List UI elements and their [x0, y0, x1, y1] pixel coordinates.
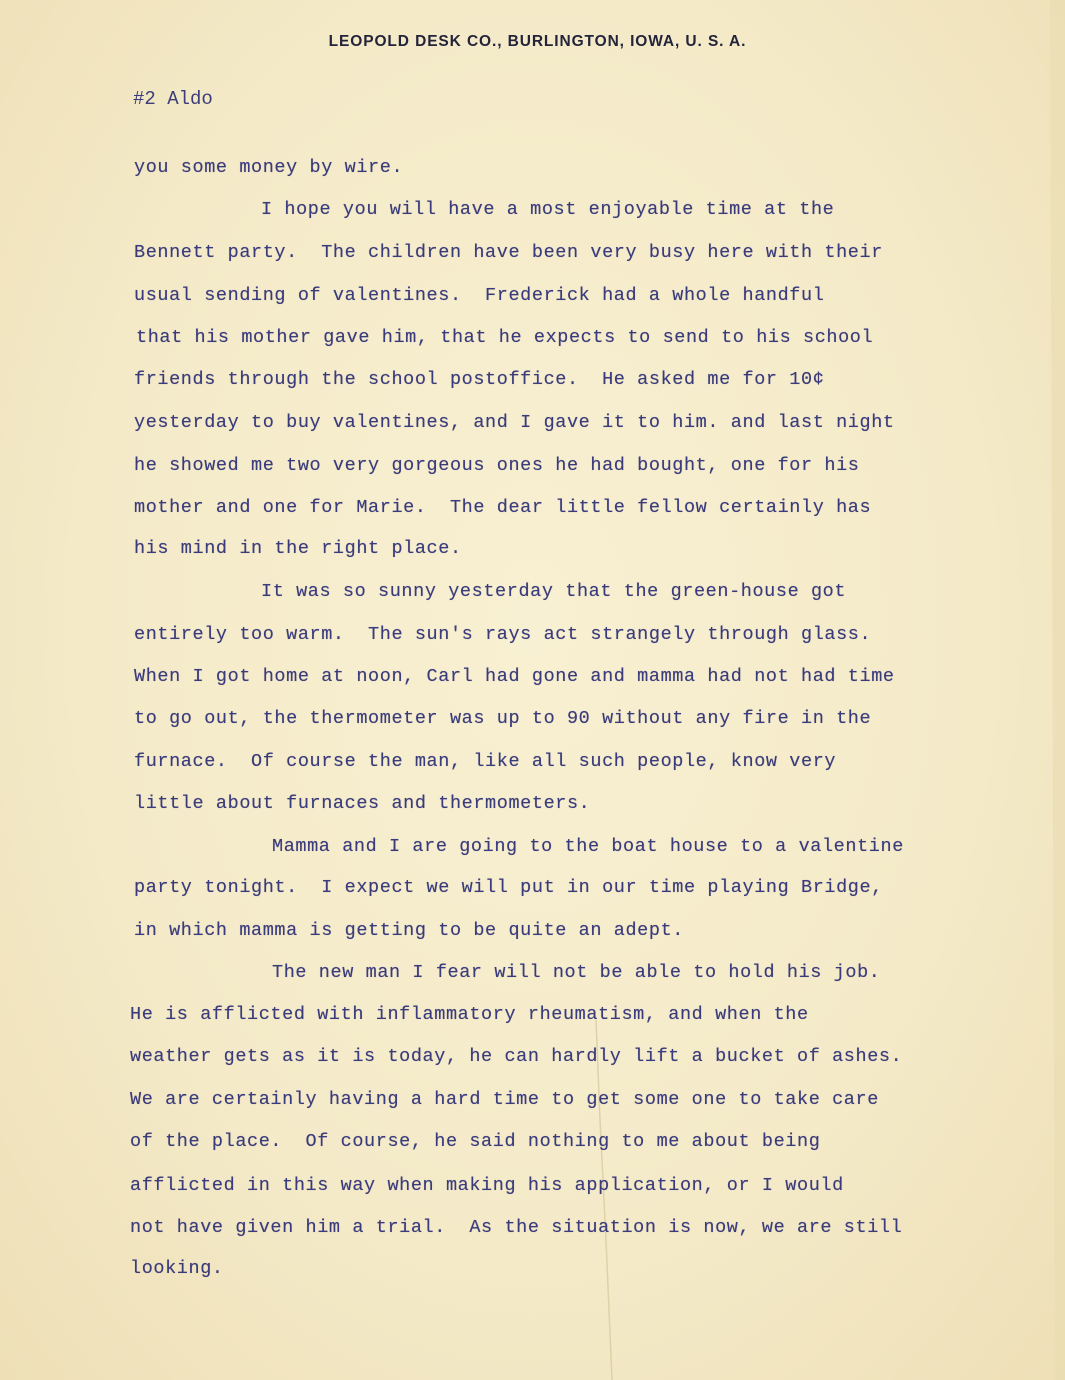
body-line: of the place. Of course, he said nothing to me about being: [130, 1131, 821, 1152]
body-line: to go out, the thermometer was up to 90 without any fire in the: [134, 708, 872, 729]
body-line: yesterday to buy valentines, and I gave it to him. and last night: [134, 412, 895, 433]
body-line: little about furnaces and thermometers.: [134, 793, 591, 814]
body-line: friends through the school postoffice. He asked me for 10¢: [134, 369, 825, 390]
body-line: not have given him a trial. As the situation is now, we are still: [130, 1217, 903, 1238]
body-line: It was so sunny yesterday that the green-house got: [261, 581, 847, 602]
body-line: mother and one for Marie. The dear little fellow certainly has: [134, 497, 872, 518]
body-line: furnace. Of course the man, like all such people, know very: [134, 751, 837, 772]
body-line: He is afflicted with inflammatory rheumatism, and when the: [130, 1004, 809, 1025]
body-line: in which mamma is getting to be quite an adept.: [134, 920, 684, 941]
body-line: that his mother gave him, that he expects to send to his school: [136, 327, 874, 348]
body-line: Mamma and I are going to the boat house to a valentine: [272, 836, 904, 857]
body-line: his mind in the right place.: [134, 538, 462, 559]
body-line: afflicted in this way when making his application, or I would: [130, 1175, 844, 1196]
body-line: looking.: [130, 1258, 224, 1279]
body-line: party tonight. I expect we will put in our time playing Bridge,: [134, 877, 883, 898]
body-line: he showed me two very gorgeous ones he had bought, one for his: [134, 455, 860, 476]
body-line: The new man I fear will not be able to hold his job.: [272, 962, 881, 983]
body-line: We are certainly having a hard time to get some one to take care: [130, 1089, 879, 1110]
body-line: When I got home at noon, Carl had gone and mamma had not had time: [134, 666, 895, 687]
body-line: weather gets as it is today, he can hardly lift a bucket of ashes.: [130, 1046, 903, 1067]
page-number-recipient: #2 Aldo: [133, 88, 213, 110]
body-line: entirely too warm. The sun's rays act strangely through glass.: [134, 624, 872, 645]
body-line: I hope you will have a most enjoyable time at the: [261, 199, 835, 220]
body-line: Bennett party. The children have been very busy here with their: [134, 242, 883, 263]
letterhead: LEOPOLD DESK CO., BURLINGTON, IOWA, U. S. A.: [328, 33, 747, 50]
body-line: usual sending of valentines. Frederick had a whole handful: [134, 285, 825, 306]
body-line: you some money by wire.: [134, 157, 404, 178]
